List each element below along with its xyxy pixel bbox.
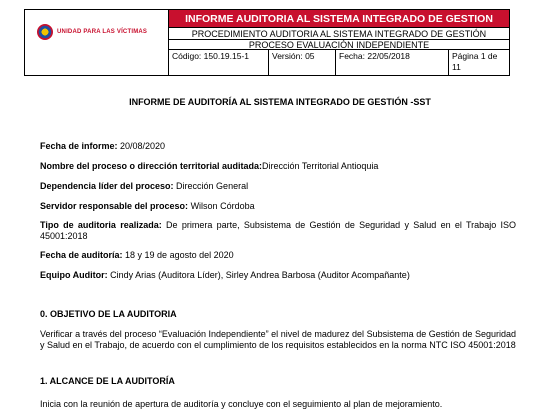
header-title: INFORME AUDITORIA AL SISTEMA INTEGRADO DE GESTION [169, 10, 509, 28]
section-1-title: 1. ALCANCE DE LA AUDITORÍA [40, 376, 175, 386]
unidad-victimas-logo [37, 24, 147, 40]
field-label: Equipo Auditor: [40, 270, 108, 280]
field-value: De primera parte, Subsistema de Gestión de Seguridad y Salud en el Trabajo ISO 45001:2018 [40, 220, 516, 241]
header-procedure: PROCEDIMIENTO AUDITORIA AL SISTEMA INTEGRADO DE GESTIÓN [169, 28, 509, 40]
field-fecha-auditoria [40, 250, 516, 261]
field-label: Fecha de auditoría: [40, 250, 123, 260]
field-servidor [40, 201, 516, 212]
section-0-title: 0. OBJETIVO DE LA AUDITORIA [40, 309, 177, 319]
logo-text: UNIDAD PARA LAS VÍCTIMAS [57, 29, 148, 35]
field-fecha-informe [40, 141, 516, 152]
field-label: Dependencia líder del proceso: [40, 181, 174, 191]
field-value: 18 y 19 de agosto del 2020 [122, 250, 234, 260]
header-codigo: Código: 150.19.15-1 [169, 50, 269, 75]
section-1-text: Inicia con la reunión de apertura de auditoría y concluye con el seguimiento al plan de mejoramiento. [40, 399, 443, 409]
logo-cell [25, 10, 169, 75]
field-value: Dirección General [173, 181, 249, 191]
field-value: Cindy Arias (Auditora Líder), Sirley Andrea Barbosa (Auditor Acompañante) [107, 270, 410, 280]
document-header-table [24, 9, 510, 76]
field-value: Wilson Córdoba [188, 201, 255, 211]
field-tipo-auditoria [40, 220, 516, 242]
section-0-text: Verificar a través del proceso “Evaluación Independiente” el nivel de madurez del Subsistema de Gestión de Seguridad y Salud en el Trabajo, de acuerdo con el cumplimiento de los requisitos establecidos en la norma NTC ISO 45001:2018 [40, 329, 516, 350]
field-equipo-auditor [40, 270, 516, 281]
field-label: Servidor responsable del proceso: [40, 201, 189, 211]
report-title: INFORME DE AUDITORÍA AL SISTEMA INTEGRADO DE GESTIÓN -SST [129, 97, 431, 107]
seal-icon [37, 24, 53, 40]
field-nombre-proceso [40, 161, 516, 172]
field-dependencia [40, 181, 516, 192]
header-pagina: Página 1 de 11 [452, 51, 498, 72]
field-value: 20/08/2020 [117, 141, 166, 151]
header-fecha: Fecha: 22/05/2018 [336, 50, 449, 75]
header-info [169, 10, 509, 75]
header-meta-row [169, 50, 509, 75]
header-process: PROCESO EVALUACIÓN INDEPENDIENTE [169, 40, 509, 50]
field-value: Dirección Territorial Antioquia [262, 161, 379, 171]
header-version: Versión: 05 [269, 50, 336, 75]
field-label: Fecha de informe: [40, 141, 118, 151]
field-label: Nombre del proceso o dirección territorial auditada: [40, 161, 263, 171]
field-label: Tipo de auditoria realizada: [40, 220, 162, 230]
